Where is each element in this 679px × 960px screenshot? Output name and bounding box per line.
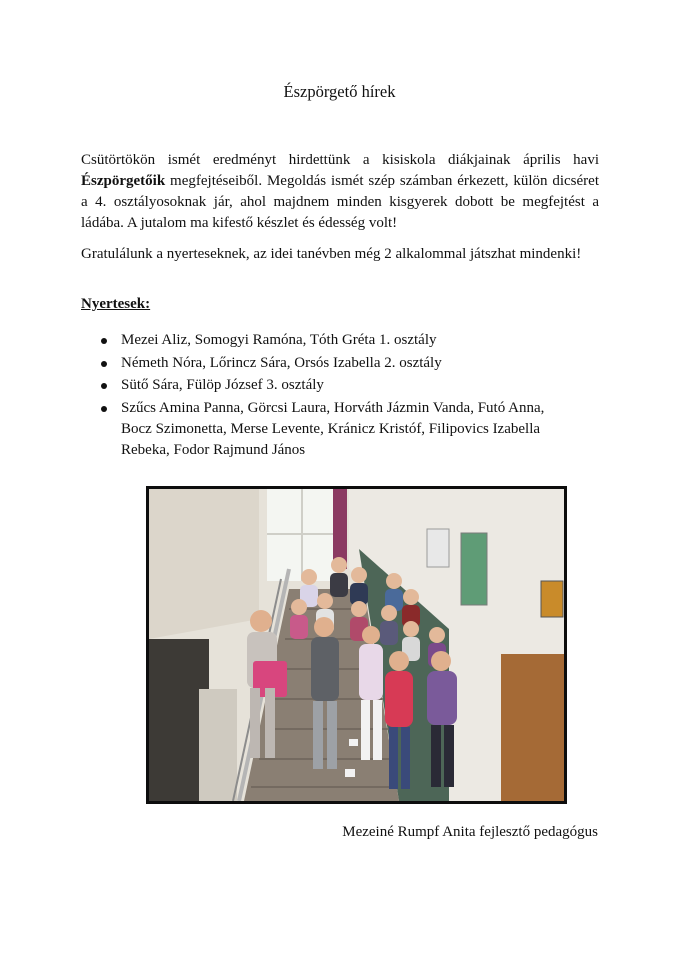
intro-paragraph [81, 150, 599, 234]
page-title: Észpörgető hírek [283, 82, 396, 101]
intro-text-end: megfejtéseiből. Megoldás ismét szép számban érkezett, külön dicséret a 4. osztályosoknak jár, ahol majdnem minden kisgyerek dobott be megfejtést a ládába. A jutalom ma kifestő készlet és édesség volt! [81, 173, 599, 231]
list-item [101, 398, 571, 461]
winner-entry-text: Mezei Aliz, Somogyi Ramóna, Tóth Gréta 1. osztály [121, 332, 437, 348]
intro-bold-term: Észpörgetőik [81, 173, 166, 189]
bullet-icon [101, 361, 107, 367]
bullet-icon [101, 383, 107, 389]
signature-line: Mezeiné Rumpf Anita fejlesztő pedagógus [342, 824, 598, 840]
bullet-icon [101, 406, 107, 412]
winner-entry-text: Németh Nóra, Lőrincz Sára, Orsós Izabella 2. osztály [121, 354, 442, 371]
winners-heading: Nyertesek: [81, 296, 151, 312]
winner-entry-text: Szűcs Amina Panna, Görcsi Laura, Horváth Jázmin Vanda, Futó Anna, Bocz Szimonetta, Merse Levente, Kránicz Kristóf, Filipovics Izabella Rebeka, Fodor Rajmund János [121, 399, 545, 458]
bullet-icon [101, 338, 107, 344]
winner-entry-text: Sütő Sára, Fülöp József 3. osztály [121, 377, 324, 393]
group-photo [146, 486, 567, 804]
list-item [101, 330, 571, 351]
group-photo-image [149, 489, 564, 801]
congrats-paragraph: Gratulálunk a nyerteseknek, az idei tanévben még 2 alkalommal játszhat mindenki! [81, 246, 582, 262]
intro-text-start: Csütörtökön ismét eredményt hirdettünk a kisiskola diákjainak április havi [81, 152, 599, 168]
winners-list [101, 330, 571, 462]
list-item [101, 353, 571, 374]
list-item [101, 375, 571, 396]
